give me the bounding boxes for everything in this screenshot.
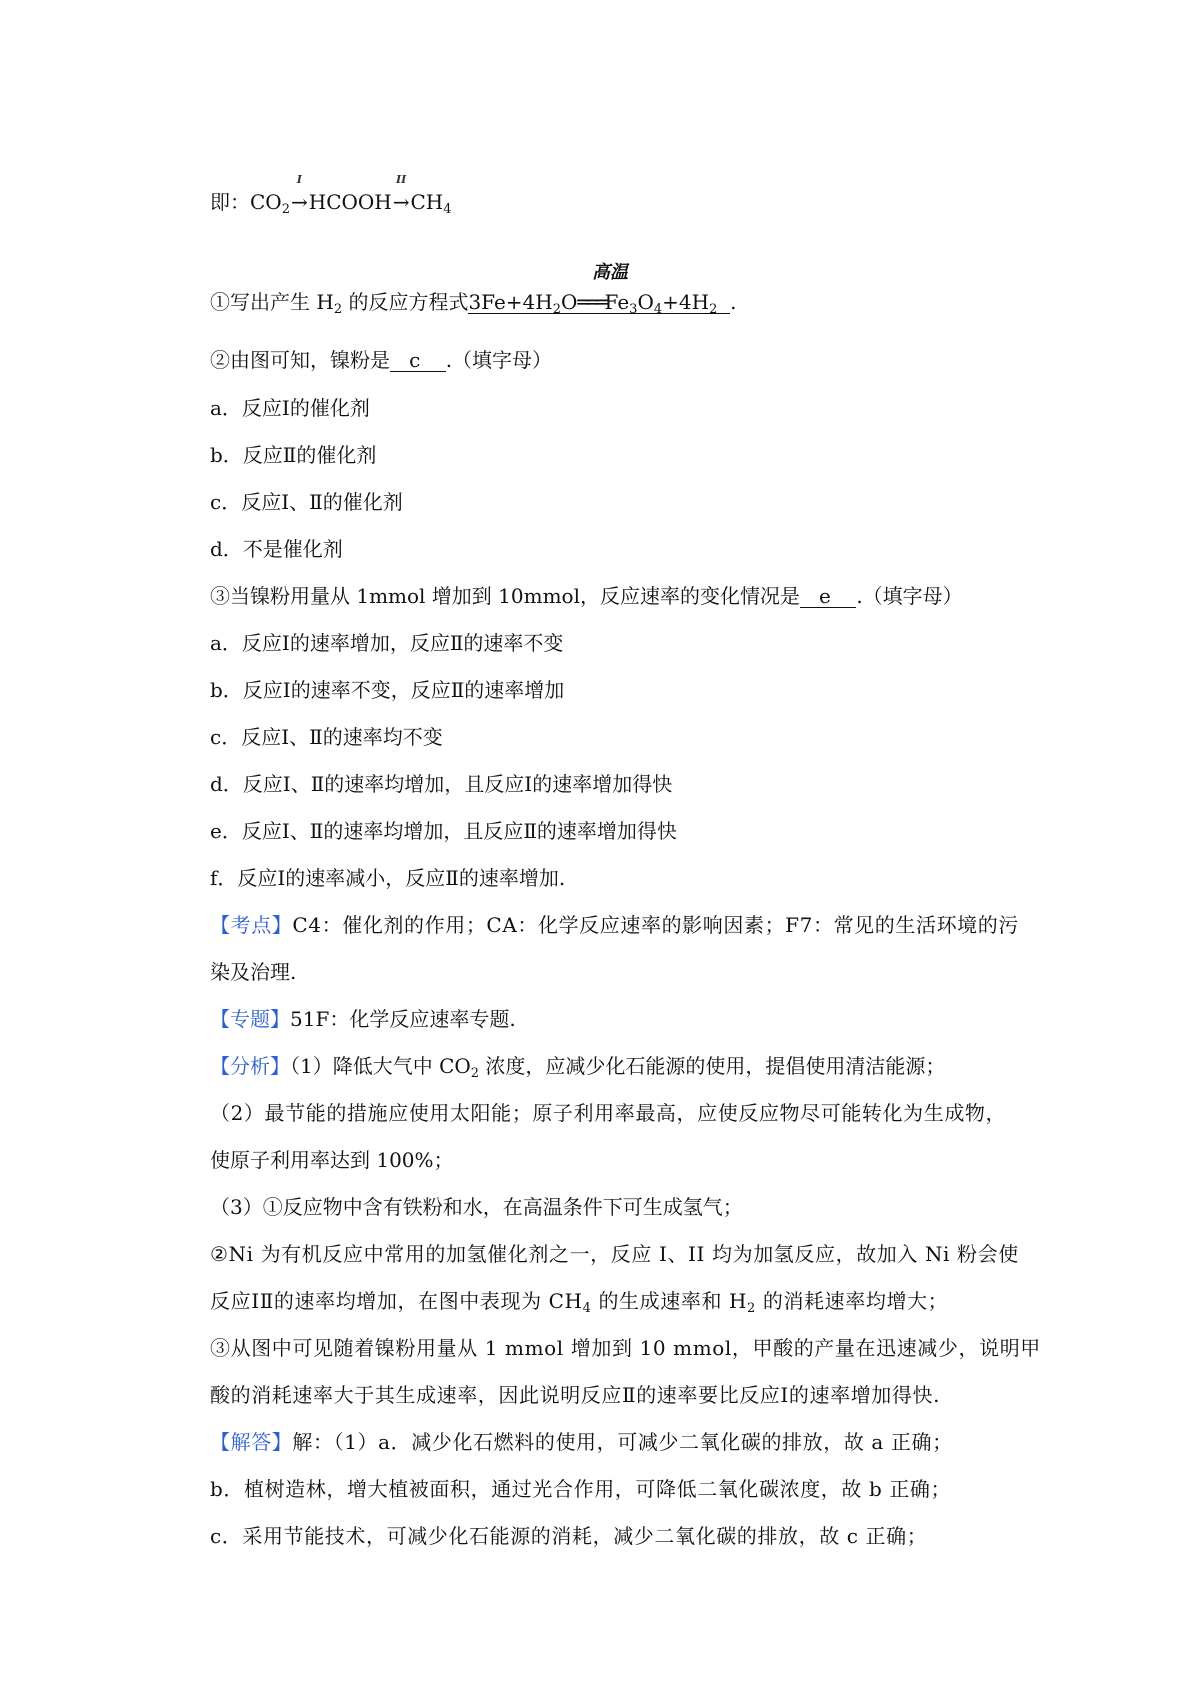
kaodian-line-2: 染及治理. <box>210 960 297 984</box>
fenxi-line-4: （3）①反应物中含有铁粉和水，在高温条件下可生成氢气； <box>210 1195 743 1219</box>
question-1-answer: $3Fe+4H_2O═══Fe_3O_4+4H_2$ <box>468 291 730 314</box>
jieda-line-1: 【解答】解：（1）a．减少化石燃料的使用，可减少二氧化碳的排放，故 a 正确； <box>210 1430 953 1454</box>
reaction-pathway-line: 即：$CO_2$ I →HCOOH II $\to CH_4$ <box>210 173 452 217</box>
arrow-reaction-2: II → <box>392 173 410 214</box>
fenxi-line-6: 反应ⅠⅡ的速率均增加，在图中表现为 $CH_4$ 的生成速率和 $H_2$ 的消耗速率均增大； <box>210 1289 949 1316</box>
fenxi-line-1: 【分析】（1）降低大气中 $CO_2$ 浓度，应减少化石能源的使用，提倡使用清洁能源； <box>210 1054 946 1081</box>
question-3-option-c: c．反应Ⅰ、Ⅱ的速率均不变 <box>210 725 443 749</box>
question-2-option-c: c．反应Ⅰ、Ⅱ的催化剂 <box>210 490 403 514</box>
fenxi-tag: 【分析】 <box>210 1054 290 1078</box>
question-3-option-a: a．反应Ⅰ的速率增加，反应Ⅱ的速率不变 <box>210 631 564 655</box>
question-2-line: ②由图可知，镍粉是 c .（填字母） <box>210 348 553 372</box>
kaodian-tag: 【考点】 <box>210 913 293 937</box>
fenxi-line-7: ③从图中可见随着镍粉用量从 1 mmol 增加到 10 mmol，甲酸的产量在迅速减少，说明甲 <box>210 1336 1041 1360</box>
equation-double-line: ═══ <box>577 290 605 314</box>
question-3-line: ③当镍粉用量从 1mmol 增加到 10mmol，反应速率的变化情况是 e .（填字母） <box>210 584 963 608</box>
question-3-option-f: f．反应Ⅰ的速率减小，反应Ⅱ的速率增加. <box>210 866 566 890</box>
jieda-tag: 【解答】 <box>210 1430 293 1454</box>
question-2-answer: c <box>390 348 446 372</box>
question-3-option-e: e．反应Ⅰ、Ⅱ的速率均增加，且反应Ⅱ的速率增加得快 <box>210 819 677 843</box>
arrow-reaction-1: I → <box>290 173 308 214</box>
question-3-option-d: d．反应Ⅰ、Ⅱ的速率均增加，且反应Ⅰ的速率增加得快 <box>210 772 673 796</box>
fenxi-line-2: （2）最节能的措施应使用太阳能；原子利用率最高，应使反应物尽可能转化为生成物， <box>210 1101 1007 1125</box>
zhuanti-tag: 【专题】 <box>210 1007 290 1031</box>
question-3-answer: e <box>799 584 857 608</box>
question-2-option-a: a．反应Ⅰ的催化剂 <box>210 396 370 420</box>
question-2-option-d: d．不是催化剂 <box>210 537 343 561</box>
jieda-line-3: c．采用节能技术，可减少化石能源的消耗，减少二氧化碳的排放，故 c 正确； <box>210 1524 928 1548</box>
question-3-option-b: b．反应Ⅰ的速率不变，反应Ⅱ的速率增加 <box>210 678 565 702</box>
reaction-condition-label: 高温 <box>592 262 628 283</box>
fenxi-line-5: ②Ni 为有机反应中常用的加氢催化剂之一，反应 I、II 均为加氢反应，故加入 Ni 粉会使 <box>210 1242 1019 1266</box>
question-2-option-b: b．反应Ⅱ的催化剂 <box>210 443 377 467</box>
zhuanti-line: 【专题】51F：化学反应速率专题. <box>210 1007 516 1031</box>
jieda-line-2: b．植树造林，增大植被面积，通过光合作用，可降低二氧化碳浓度，故 b 正确； <box>210 1477 952 1501</box>
question-1-line: ①写出产生 $H_2$ 的反应方程式$3Fe+4H_2O═══Fe_3O_4+4H_2$ . <box>210 290 737 317</box>
kaodian-line-1: 【考点】C4：催化剂的作用；CA：化学反应速率的影响因素；F7：常见的生活环境的污 <box>210 913 1019 937</box>
fenxi-line-8: 酸的消耗速率大于其生成速率，因此说明反应Ⅱ的速率要比反应Ⅰ的速率增加得快. <box>210 1383 941 1407</box>
fenxi-line-3: 使原子利用率达到 100%； <box>210 1148 454 1172</box>
